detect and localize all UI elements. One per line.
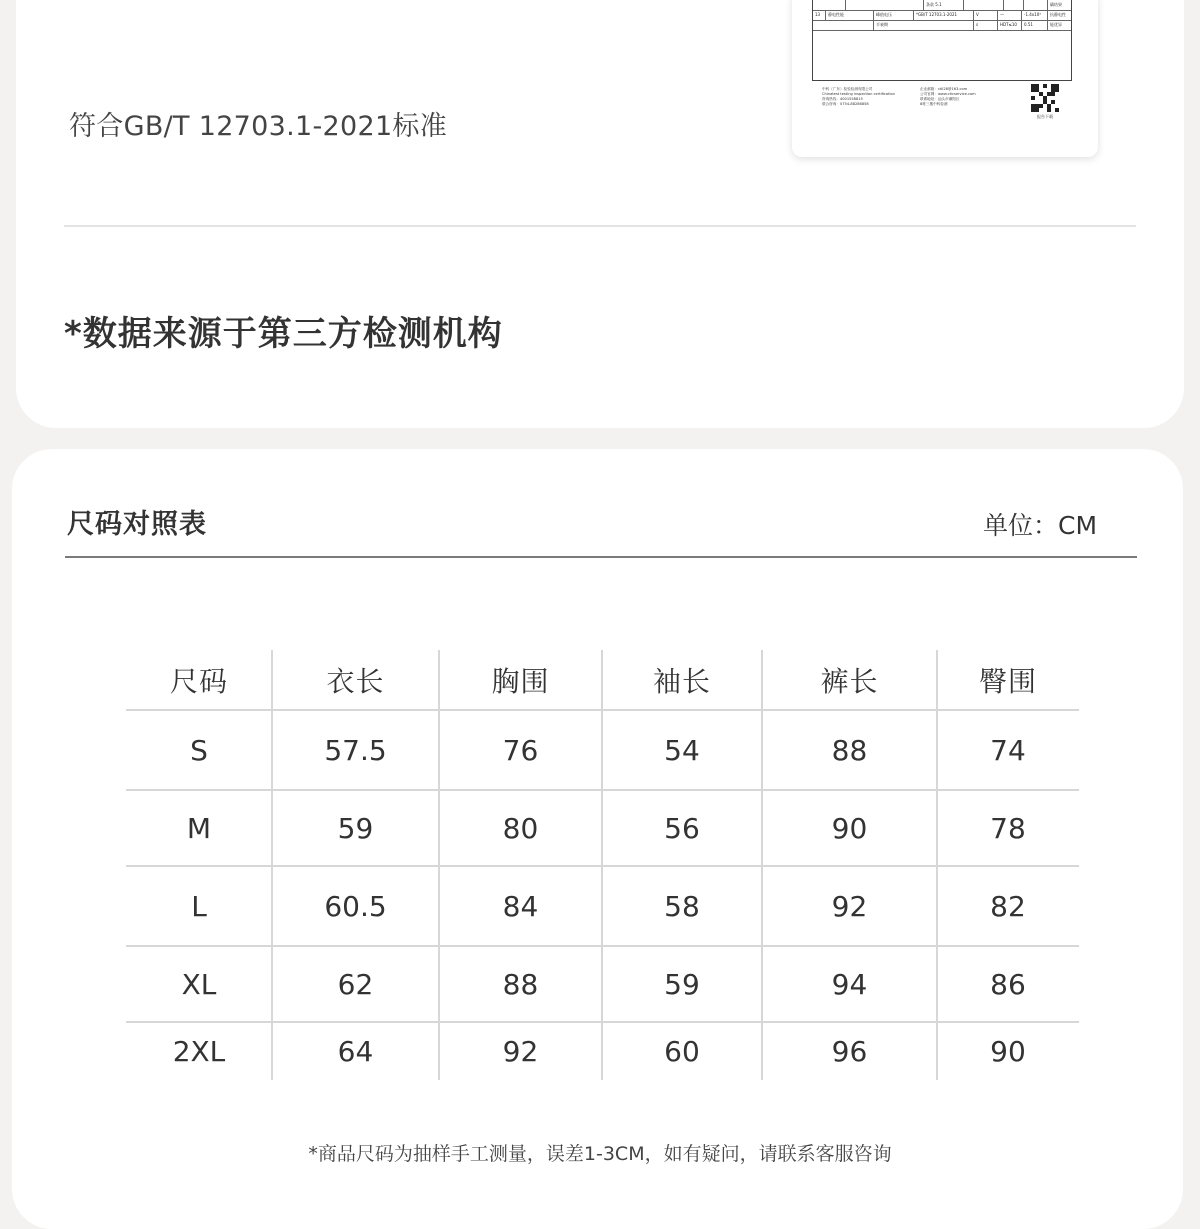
table-cell: 58	[664, 889, 700, 923]
table-cell: 90	[831, 811, 868, 845]
table-cell: 92	[502, 1034, 539, 1068]
size-table	[126, 650, 1079, 1080]
report-cell	[963, 0, 966, 10]
table-cell: 60.5	[324, 889, 387, 923]
table-cell: 88	[831, 733, 868, 767]
table-header-cell: 袖长	[652, 665, 711, 698]
table-header-cell: 衣长	[326, 665, 385, 698]
report-footer-line: 咨询热线：4001558815	[822, 97, 863, 101]
table-cell: 96	[831, 1034, 868, 1068]
standard-compliance-text: 符合GB/T 12703.1-2021标准	[69, 111, 448, 142]
qr-code-icon	[1031, 84, 1059, 112]
measurement-footnote: *商品尺码为抽样手工测量，误差1-3CM，如有疑问，请联系客服咨询	[308, 1143, 892, 1165]
table-cell: 90	[990, 1034, 1026, 1068]
table-cell: 86	[990, 967, 1026, 1001]
table-cell: 2XL	[172, 1034, 226, 1068]
table-cell: 78	[990, 811, 1026, 845]
table-cell: S	[190, 733, 208, 767]
table-cell: L	[191, 889, 207, 923]
report-cell	[1003, 0, 1006, 10]
report-footer-line: 企业邮箱：ctil28@163.com	[920, 87, 968, 91]
table-header-cell: 胸围	[491, 665, 550, 698]
table-cell: 84	[502, 889, 539, 923]
report-footer	[822, 87, 1012, 113]
table-column-divider	[761, 650, 763, 1080]
table-cell: 80	[502, 811, 539, 845]
table-column-divider	[438, 650, 440, 1080]
report-cell: 半衰期	[873, 20, 888, 30]
report-footer-line: 8栋三楼中科检测	[920, 102, 948, 106]
table-cell: 88	[502, 967, 539, 1001]
table-cell: M	[186, 811, 212, 845]
report-cell: -1.4x10³	[1021, 10, 1041, 20]
table-column-divider	[601, 650, 603, 1080]
size-chart-title: 尺码对照表	[67, 509, 207, 540]
report-cell	[1023, 0, 1026, 10]
report-cell: 确结果	[1047, 0, 1062, 10]
table-cell: 64	[337, 1034, 374, 1068]
table-cell: 56	[664, 811, 700, 845]
report-footer-line: 中科（广东）检验检测有限公司	[822, 87, 873, 91]
title-divider	[65, 556, 1137, 558]
table-cell: 54	[664, 733, 700, 767]
report-cell	[845, 0, 848, 10]
report-cell: 0.51	[1021, 20, 1033, 30]
report-cell: 能优异	[1047, 20, 1062, 30]
report-cell: *GB/T 12703.1-2021	[913, 10, 957, 20]
report-cell: V	[973, 10, 979, 20]
divider	[64, 225, 1136, 227]
report-cell	[813, 0, 815, 10]
data-source-note: *数据来源于第三方检测机构	[64, 314, 503, 354]
table-cell: 94	[831, 967, 868, 1001]
table-cell: 59	[337, 811, 374, 845]
table-column-divider	[271, 650, 273, 1080]
report-footer-line: 公司官网：www.cticservice.com	[920, 92, 976, 96]
report-cell: s	[973, 20, 978, 30]
report-cell: 条款 5.1	[923, 0, 942, 10]
report-footer-line: 联系地址：汕头市潮阳区	[920, 97, 960, 101]
table-cell: 74	[990, 733, 1026, 767]
table-header-cell: 尺码	[169, 665, 228, 698]
table-cell: 57.5	[324, 733, 387, 767]
unit-label: 单位：CM	[983, 511, 1098, 540]
report-row	[813, 20, 1071, 31]
table-cell: 60	[664, 1034, 700, 1068]
test-report-image	[792, 0, 1098, 157]
report-footer-line: 联合咨询：0754-88286858	[822, 102, 869, 106]
report-cell: HDT≤10	[997, 20, 1017, 30]
report-footer-line: Chinatest testing inspection certification	[822, 92, 895, 96]
report-cell: 静电性能	[825, 10, 844, 20]
table-cell: 92	[831, 889, 868, 923]
table-cell: 82	[990, 889, 1026, 923]
table-cell: XL	[181, 967, 217, 1001]
table-column-divider	[936, 650, 938, 1080]
qr-caption: 报告下载	[1037, 114, 1053, 119]
table-header-cell: 臀围	[978, 665, 1037, 698]
report-cell: 抗静电性	[1047, 10, 1066, 20]
table-cell: 62	[337, 967, 374, 1001]
report-cell: —	[997, 10, 1004, 20]
report-cell: 13	[815, 12, 821, 17]
table-header-cell: 裤长	[820, 665, 879, 698]
report-cell: 峰值电压	[873, 10, 892, 20]
table-cell: 59	[664, 967, 700, 1001]
report-table	[812, 0, 1072, 81]
table-cell: 76	[502, 733, 539, 767]
